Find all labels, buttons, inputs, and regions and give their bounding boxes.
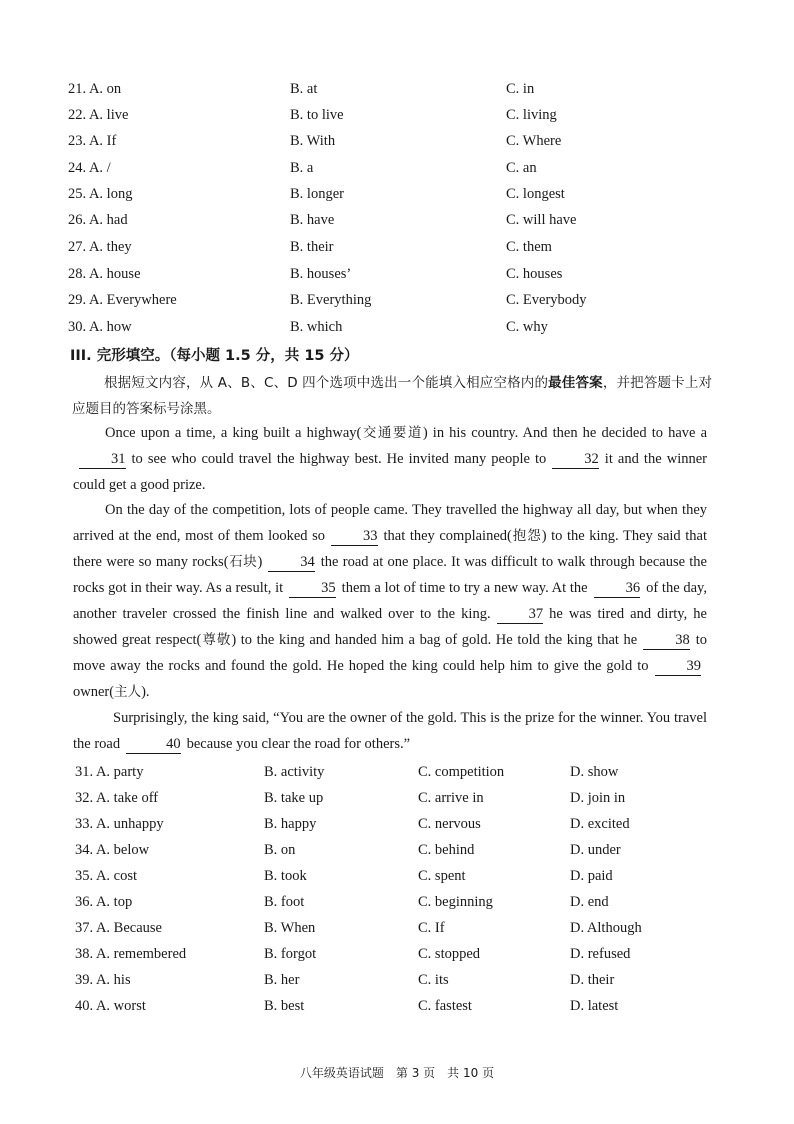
passage-text: the road at one place. It was difficult to walk through because the rocks got in their way. As a result, it: [73, 554, 707, 596]
option-a: 31. A. party: [75, 764, 144, 780]
option-b: B. at: [290, 81, 318, 97]
blank-37: 37: [497, 605, 544, 624]
passage-text: them a lot of time to try a new way. At the: [341, 580, 588, 596]
option-a: 27. A. they: [68, 239, 132, 255]
option-c: C. longest: [506, 186, 565, 202]
chinese-gloss: 主人: [114, 684, 142, 700]
passage-text: ): [257, 554, 263, 570]
question-row: [0, 289, 794, 311]
option-d: D. refused: [570, 946, 631, 962]
blank-40: 40: [126, 735, 181, 754]
option-b: B. houses’: [290, 266, 352, 282]
option-c: C. beginning: [418, 894, 493, 910]
passage-text: ) in his country. And then he decided to have a: [422, 425, 708, 441]
passage-text: it and the winner could get a good prize.: [73, 451, 707, 493]
option-c: C. in: [506, 81, 535, 97]
blank-39: 39: [655, 657, 702, 676]
option-a: 39. A. his: [75, 972, 131, 988]
option-c: C. If: [418, 920, 445, 936]
option-b: B. their: [290, 239, 334, 255]
option-b: B. take up: [264, 790, 324, 806]
question-row: [0, 104, 794, 126]
option-a: 26. A. had: [68, 212, 128, 228]
passage-text: ).: [141, 684, 150, 700]
option-c: C. arrive in: [418, 790, 484, 806]
option-b: B. to live: [290, 107, 344, 123]
option-c: C. its: [418, 972, 449, 988]
section-title: III. 完形填空。（每小题 1.5 分，共 15 分）: [70, 348, 359, 364]
option-a: 28. A. house: [68, 266, 141, 282]
question-row: [0, 157, 794, 179]
option-d: D. excited: [570, 816, 630, 832]
section-instruction: [72, 370, 712, 422]
option-c: C. Everybody: [506, 292, 587, 308]
option-c: C. Where: [506, 133, 562, 149]
option-b: B. best: [264, 998, 305, 1014]
instruction-text-end: ，并把答题卡上对应题目的答案标号涂黑。: [72, 375, 713, 417]
option-d: D. end: [570, 894, 609, 910]
option-b: B. Everything: [290, 292, 372, 308]
passage-text: he was tired and dirty, he showed great respect(: [73, 606, 707, 648]
option-a: 30. A. how: [68, 319, 132, 335]
chinese-gloss: 交通要道: [361, 425, 423, 441]
option-c: C. competition: [418, 764, 505, 780]
option-c: C. behind: [418, 842, 475, 858]
question-row: [0, 787, 794, 809]
passage-text: because you clear the road for others.”: [186, 736, 411, 752]
blank-31: 31: [79, 450, 126, 469]
option-b: B. activity: [264, 764, 325, 780]
question-row: [0, 839, 794, 861]
passage-paragraph-1: [73, 420, 707, 498]
instruction-emphasis: 最佳答案: [548, 375, 603, 391]
option-c: C. why: [506, 319, 548, 335]
option-b: B. her: [264, 972, 300, 988]
instruction-text: 根据短文内容，从 A、B、C、D 四个选项中选出一个能填入相应空格内的: [104, 375, 549, 391]
question-row: [0, 813, 794, 835]
blank-33: 33: [331, 527, 378, 546]
blank-36: 36: [594, 579, 641, 598]
page-footer: 八年级英语试题 第 3 页 共 10 页: [299, 1066, 495, 1080]
option-d: D. latest: [570, 998, 619, 1014]
passage-text: On the day of the competition, lots of people came. They travelled the highway all day, but when they arrived at the end, most of them looked so: [73, 502, 707, 544]
passage-text: Surprisingly, the king said, “You are the owner of the gold. This is the prize for the winner. You travel the road: [73, 710, 707, 752]
option-c: C. will have: [506, 212, 577, 228]
option-b: B. which: [290, 319, 343, 335]
question-row: [0, 263, 794, 285]
option-c: C. living: [506, 107, 557, 123]
blank-35: 35: [289, 579, 336, 598]
option-b: B. took: [264, 868, 307, 884]
chinese-gloss: 抱怨: [511, 528, 542, 544]
chinese-gloss: 尊敬: [201, 632, 232, 648]
option-a: 36. A. top: [75, 894, 133, 910]
option-a: 24. A. /: [68, 160, 111, 176]
question-row: [0, 865, 794, 887]
question-row: [0, 761, 794, 783]
option-c: C. stopped: [418, 946, 481, 962]
passage-text: Once upon a time, a king built a highway(: [105, 425, 362, 441]
passage-text: ) to the king and handed him a bag of gold. He told the king that he: [231, 632, 638, 648]
option-c: C. spent: [418, 868, 466, 884]
option-b: B. forgot: [264, 946, 317, 962]
option-a: 21. A. on: [68, 81, 122, 97]
option-a: 34. A. below: [75, 842, 150, 858]
passage-text: to see who could travel the highway best. He invited many people to: [131, 451, 547, 467]
option-c: C. nervous: [418, 816, 481, 832]
chinese-gloss: 石块: [228, 554, 258, 570]
question-row: [0, 236, 794, 258]
question-row: [0, 891, 794, 913]
passage-text: to move away the rocks and found the gold. He hoped the king could help him to give the gold to: [73, 632, 707, 674]
question-row: [0, 316, 794, 338]
option-b: B. When: [264, 920, 316, 936]
passage-paragraph-2: [73, 497, 707, 705]
option-a: 33. A. unhappy: [75, 816, 164, 832]
option-c: C. them: [506, 239, 552, 255]
option-a: 32. A. take off: [75, 790, 159, 806]
option-a: 23. A. If: [68, 133, 117, 149]
option-b: B. have: [290, 212, 335, 228]
blank-34: 34: [268, 553, 315, 572]
option-c: C. fastest: [418, 998, 472, 1014]
blank-38: 38: [643, 631, 690, 650]
question-row: [0, 969, 794, 991]
question-row: [0, 995, 794, 1017]
option-a: 35. A. cost: [75, 868, 138, 884]
option-c: C. houses: [506, 266, 563, 282]
option-d: D. Although: [570, 920, 642, 936]
option-a: 37. A. Because: [75, 920, 162, 936]
option-d: D. under: [570, 842, 621, 858]
option-b: B. With: [290, 133, 336, 149]
option-c: C. an: [506, 160, 537, 176]
question-row: [0, 183, 794, 205]
option-d: D. show: [570, 764, 619, 780]
option-a: 38. A. remembered: [75, 946, 187, 962]
question-row: [0, 78, 794, 100]
passage-text: ) to the king. They said that there were so many rocks(: [73, 528, 707, 570]
question-row: [0, 917, 794, 939]
question-row: [0, 943, 794, 965]
option-b: B. a: [290, 160, 314, 176]
question-row: [0, 209, 794, 231]
option-b: B. foot: [264, 894, 305, 910]
passage-text: that they complained(: [383, 528, 512, 544]
option-a: 22. A. live: [68, 107, 129, 123]
option-d: D. their: [570, 972, 615, 988]
option-b: B. on: [264, 842, 296, 858]
blank-32: 32: [552, 450, 599, 469]
passage-text: owner(: [73, 684, 115, 700]
passage-paragraph-3: [73, 705, 707, 757]
option-a: 25. A. long: [68, 186, 133, 202]
option-a: 40. A. worst: [75, 998, 146, 1014]
option-d: D. paid: [570, 868, 613, 884]
option-d: D. join in: [570, 790, 626, 806]
option-b: B. longer: [290, 186, 344, 202]
option-b: B. happy: [264, 816, 317, 832]
question-row: [0, 130, 794, 152]
passage-text: of the day, another traveler crossed the finish line and walked over to the king.: [73, 580, 707, 622]
option-a: 29. A. Everywhere: [68, 292, 177, 308]
